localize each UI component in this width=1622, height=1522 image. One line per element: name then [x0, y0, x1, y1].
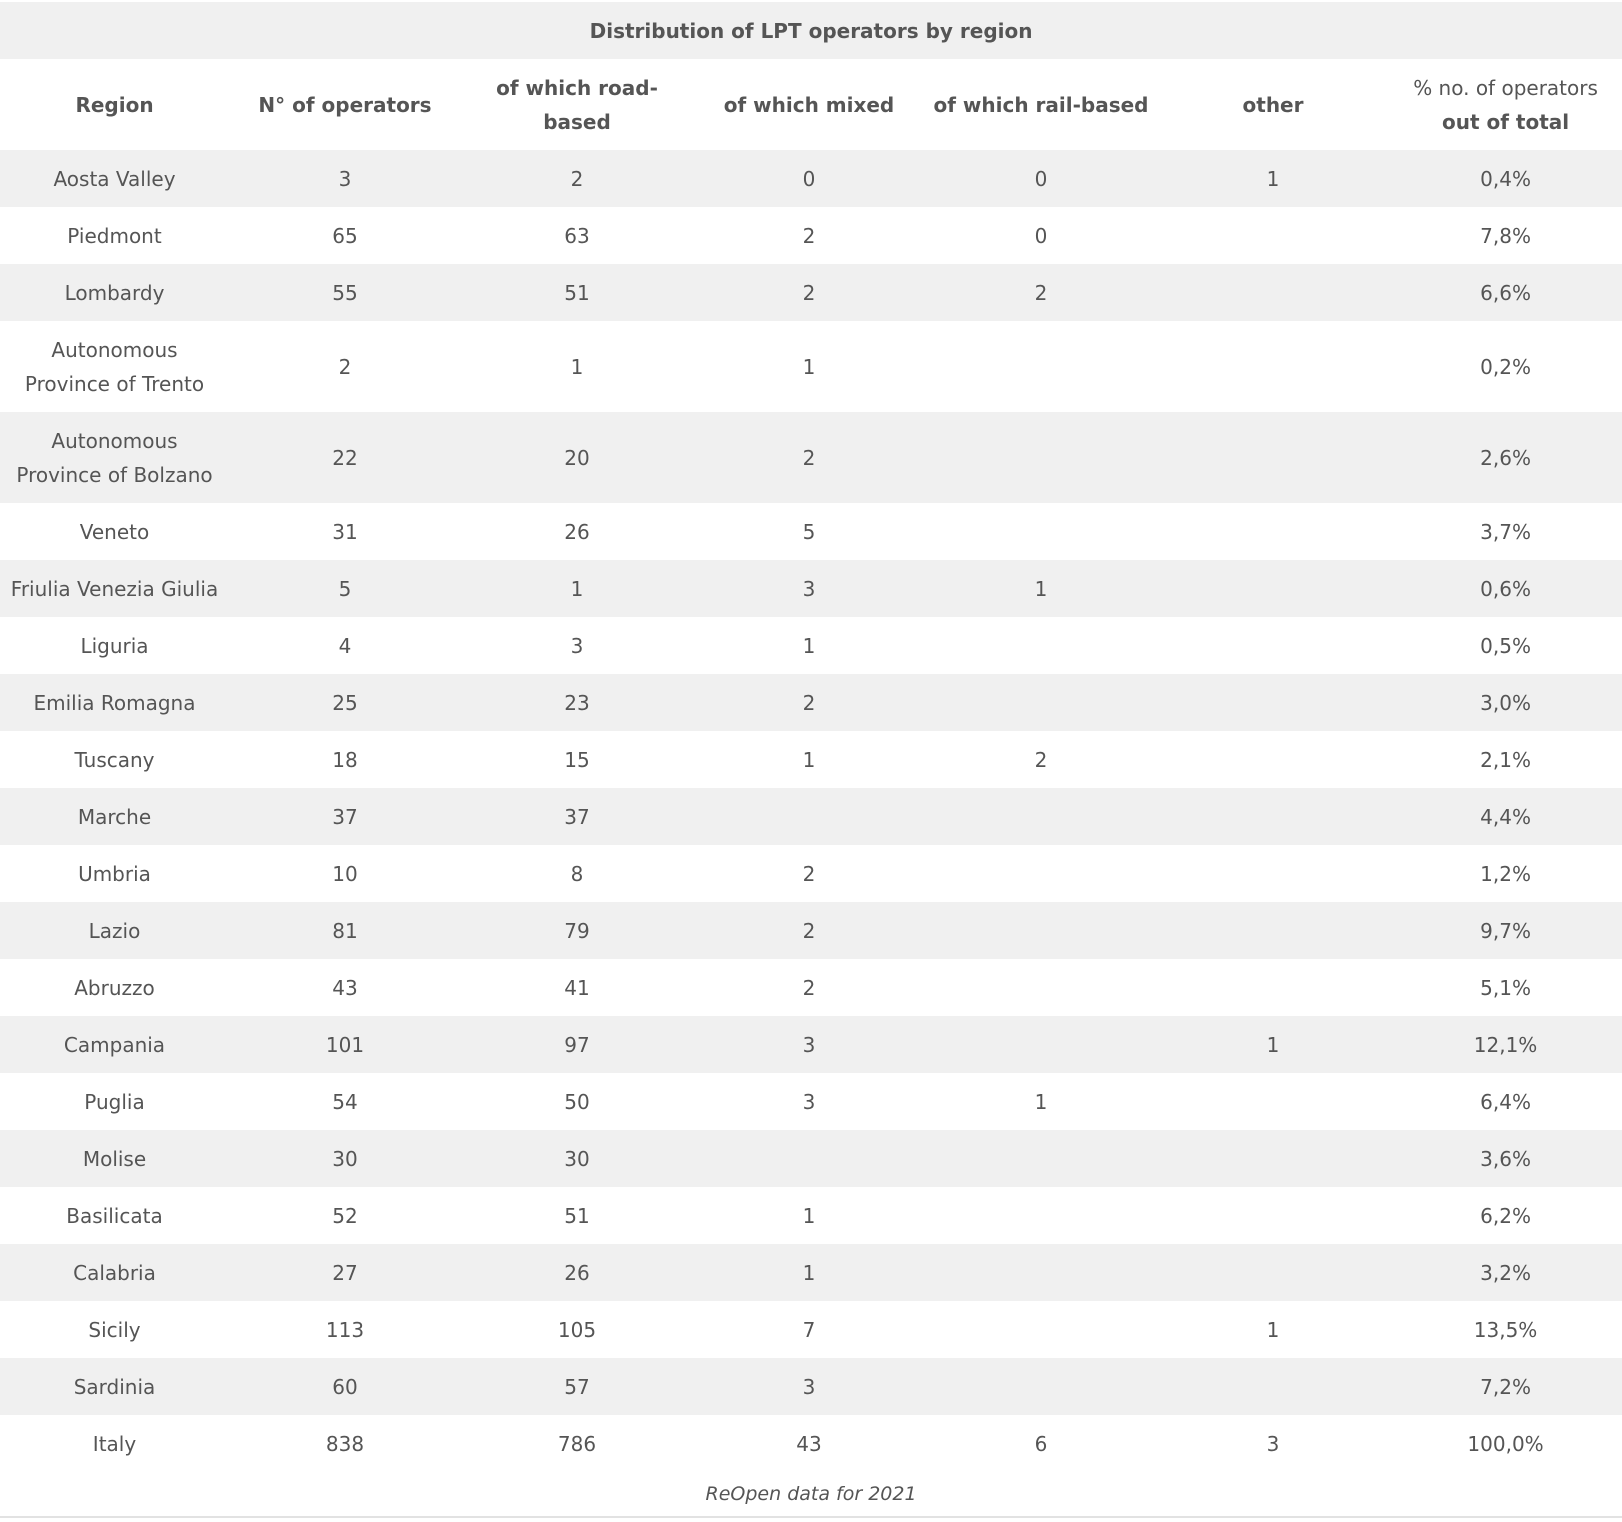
cell-other	[1157, 412, 1389, 503]
cell-region: Aosta Valley	[0, 150, 229, 207]
cell-percent: 6,2%	[1389, 1187, 1622, 1244]
header-percent-line1: % no. of operators	[1413, 75, 1598, 100]
cell-mixed: 1	[693, 617, 925, 674]
cell-rail-based	[925, 959, 1157, 1016]
cell-operators: 25	[229, 674, 461, 731]
cell-mixed: 1	[693, 321, 925, 412]
cell-percent: 3,0%	[1389, 674, 1622, 731]
cell-operators: 31	[229, 503, 461, 560]
cell-operators: 55	[229, 264, 461, 321]
cell-operators: 2	[229, 321, 461, 412]
cell-rail-based	[925, 674, 1157, 731]
table-row	[0, 1016, 1622, 1073]
cell-region: Liguria	[0, 617, 229, 674]
table-row	[0, 617, 1622, 674]
cell-mixed: 2	[693, 674, 925, 731]
cell-rail-based	[925, 902, 1157, 959]
cell-rail-based	[925, 788, 1157, 845]
cell-operators: 838	[229, 1415, 461, 1472]
cell-mixed: 3	[693, 1016, 925, 1073]
cell-rail-based	[925, 321, 1157, 412]
cell-road-based: 50	[461, 1073, 693, 1130]
cell-road-based: 1	[461, 560, 693, 617]
cell-road-based: 51	[461, 1187, 693, 1244]
cell-road-based: 79	[461, 902, 693, 959]
table-row	[0, 321, 1622, 412]
cell-other	[1157, 1244, 1389, 1301]
cell-operators: 3	[229, 150, 461, 207]
cell-percent: 3,6%	[1389, 1130, 1622, 1187]
cell-region: Basilicata	[0, 1187, 229, 1244]
cell-rail-based	[925, 1130, 1157, 1187]
header-region: Region	[0, 59, 229, 150]
table-row	[0, 207, 1622, 264]
cell-other	[1157, 845, 1389, 902]
cell-percent: 9,7%	[1389, 902, 1622, 959]
header-rail-based: of which rail-based	[925, 59, 1157, 150]
cell-other	[1157, 321, 1389, 412]
cell-road-based: 41	[461, 959, 693, 1016]
table-row	[0, 150, 1622, 207]
cell-rail-based: 0	[925, 150, 1157, 207]
cell-percent: 0,4%	[1389, 150, 1622, 207]
cell-mixed: 1	[693, 731, 925, 788]
cell-operators: 37	[229, 788, 461, 845]
cell-region: Sicily	[0, 1301, 229, 1358]
cell-road-based: 57	[461, 1358, 693, 1415]
cell-mixed: 2	[693, 412, 925, 503]
cell-mixed: 2	[693, 207, 925, 264]
cell-operators: 10	[229, 845, 461, 902]
table-title: Distribution of LPT operators by region	[0, 2, 1622, 59]
cell-rail-based: 2	[925, 264, 1157, 321]
cell-other	[1157, 788, 1389, 845]
cell-operators: 81	[229, 902, 461, 959]
cell-road-based: 20	[461, 412, 693, 503]
cell-region: Puglia	[0, 1073, 229, 1130]
cell-mixed: 3	[693, 1358, 925, 1415]
cell-road-based: 26	[461, 1244, 693, 1301]
table-row	[0, 264, 1622, 321]
cell-percent: 7,8%	[1389, 207, 1622, 264]
cell-mixed: 3	[693, 560, 925, 617]
cell-mixed: 43	[693, 1415, 925, 1472]
cell-rail-based	[925, 1244, 1157, 1301]
cell-percent: 2,1%	[1389, 731, 1622, 788]
cell-rail-based: 2	[925, 731, 1157, 788]
table-row	[0, 1301, 1622, 1358]
cell-region: Umbria	[0, 845, 229, 902]
table-row	[0, 959, 1622, 1016]
cell-road-based: 786	[461, 1415, 693, 1472]
cell-other	[1157, 560, 1389, 617]
cell-other	[1157, 503, 1389, 560]
cell-other: 1	[1157, 150, 1389, 207]
cell-rail-based	[925, 1358, 1157, 1415]
cell-percent: 2,6%	[1389, 412, 1622, 503]
cell-other	[1157, 207, 1389, 264]
cell-road-based: 30	[461, 1130, 693, 1187]
cell-region: Tuscany	[0, 731, 229, 788]
cell-other: 1	[1157, 1301, 1389, 1358]
cell-other	[1157, 902, 1389, 959]
table-row	[0, 1187, 1622, 1244]
cell-rail-based: 1	[925, 560, 1157, 617]
cell-other	[1157, 1130, 1389, 1187]
cell-operators: 27	[229, 1244, 461, 1301]
cell-rail-based	[925, 845, 1157, 902]
header-other: other	[1157, 59, 1389, 150]
cell-operators: 22	[229, 412, 461, 503]
cell-road-based: 105	[461, 1301, 693, 1358]
cell-road-based: 51	[461, 264, 693, 321]
cell-percent: 0,2%	[1389, 321, 1622, 412]
cell-rail-based: 0	[925, 207, 1157, 264]
table-row	[0, 788, 1622, 845]
header-percent	[1389, 59, 1622, 150]
cell-other	[1157, 264, 1389, 321]
cell-percent: 1,2%	[1389, 845, 1622, 902]
cell-operators: 52	[229, 1187, 461, 1244]
cell-percent: 100,0%	[1389, 1415, 1622, 1472]
cell-operators: 113	[229, 1301, 461, 1358]
cell-percent: 12,1%	[1389, 1016, 1622, 1073]
source-note: ReOpen data for 2021	[0, 1472, 1622, 1517]
cell-rail-based	[925, 1187, 1157, 1244]
cell-other	[1157, 617, 1389, 674]
operators-table	[0, 2, 1622, 1518]
cell-operators: 65	[229, 207, 461, 264]
cell-region: Italy	[0, 1415, 229, 1472]
cell-operators: 43	[229, 959, 461, 1016]
table-row	[0, 1358, 1622, 1415]
cell-percent: 3,2%	[1389, 1244, 1622, 1301]
table-row	[0, 1130, 1622, 1187]
cell-percent: 6,4%	[1389, 1073, 1622, 1130]
cell-mixed: 5	[693, 503, 925, 560]
cell-region: Lombardy	[0, 264, 229, 321]
cell-percent: 5,1%	[1389, 959, 1622, 1016]
header-road-based: of which road-based	[461, 59, 693, 150]
cell-region: Friulia Venezia Giulia	[0, 560, 229, 617]
cell-region: Emilia Romagna	[0, 674, 229, 731]
table-title-row	[0, 2, 1622, 59]
cell-other: 1	[1157, 1016, 1389, 1073]
cell-percent: 4,4%	[1389, 788, 1622, 845]
table-row	[0, 902, 1622, 959]
cell-operators: 101	[229, 1016, 461, 1073]
table-row	[0, 1415, 1622, 1472]
table-row	[0, 1073, 1622, 1130]
cell-road-based: 2	[461, 150, 693, 207]
cell-mixed: 0	[693, 150, 925, 207]
table-row	[0, 412, 1622, 503]
cell-operators: 5	[229, 560, 461, 617]
cell-road-based: 23	[461, 674, 693, 731]
cell-rail-based	[925, 1301, 1157, 1358]
cell-region: Lazio	[0, 902, 229, 959]
cell-region: Veneto	[0, 503, 229, 560]
cell-mixed	[693, 788, 925, 845]
cell-mixed: 2	[693, 264, 925, 321]
header-row	[0, 59, 1622, 150]
cell-rail-based	[925, 412, 1157, 503]
cell-other	[1157, 1187, 1389, 1244]
cell-road-based: 3	[461, 617, 693, 674]
cell-other	[1157, 959, 1389, 1016]
table-row	[0, 674, 1622, 731]
cell-road-based: 97	[461, 1016, 693, 1073]
table-row	[0, 503, 1622, 560]
cell-region: Calabria	[0, 1244, 229, 1301]
cell-operators: 54	[229, 1073, 461, 1130]
cell-operators: 30	[229, 1130, 461, 1187]
cell-other: 3	[1157, 1415, 1389, 1472]
cell-percent: 3,7%	[1389, 503, 1622, 560]
cell-operators: 60	[229, 1358, 461, 1415]
header-percent-line2: out of total	[1441, 109, 1570, 134]
cell-mixed: 3	[693, 1073, 925, 1130]
cell-other	[1157, 674, 1389, 731]
cell-region: Molise	[0, 1130, 229, 1187]
table-row	[0, 560, 1622, 617]
table-row	[0, 845, 1622, 902]
cell-percent: 0,5%	[1389, 617, 1622, 674]
cell-operators: 4	[229, 617, 461, 674]
cell-region: Marche	[0, 788, 229, 845]
cell-region: Autonomous Province of Trento	[0, 321, 229, 412]
cell-rail-based	[925, 503, 1157, 560]
cell-percent: 7,2%	[1389, 1358, 1622, 1415]
cell-region: Sardinia	[0, 1358, 229, 1415]
cell-other	[1157, 731, 1389, 788]
header-operators: N° of operators	[229, 59, 461, 150]
cell-other	[1157, 1073, 1389, 1130]
cell-mixed: 7	[693, 1301, 925, 1358]
cell-road-based: 1	[461, 321, 693, 412]
cell-mixed: 2	[693, 959, 925, 1016]
cell-region: Autonomous Province of Bolzano	[0, 412, 229, 503]
cell-region: Campania	[0, 1016, 229, 1073]
cell-mixed: 1	[693, 1187, 925, 1244]
cell-percent: 6,6%	[1389, 264, 1622, 321]
cell-road-based: 8	[461, 845, 693, 902]
cell-road-based: 26	[461, 503, 693, 560]
cell-rail-based	[925, 617, 1157, 674]
cell-mixed: 1	[693, 1244, 925, 1301]
cell-road-based: 37	[461, 788, 693, 845]
cell-rail-based: 1	[925, 1073, 1157, 1130]
table-row	[0, 731, 1622, 788]
cell-rail-based: 6	[925, 1415, 1157, 1472]
source-row	[0, 1472, 1622, 1517]
table-body	[0, 150, 1622, 1472]
header-mixed: of which mixed	[693, 59, 925, 150]
cell-other	[1157, 1358, 1389, 1415]
cell-percent: 0,6%	[1389, 560, 1622, 617]
cell-mixed	[693, 1130, 925, 1187]
cell-operators: 18	[229, 731, 461, 788]
cell-region: Abruzzo	[0, 959, 229, 1016]
cell-road-based: 15	[461, 731, 693, 788]
cell-mixed: 2	[693, 845, 925, 902]
cell-mixed: 2	[693, 902, 925, 959]
table-row	[0, 1244, 1622, 1301]
cell-rail-based	[925, 1016, 1157, 1073]
cell-region: Piedmont	[0, 207, 229, 264]
cell-road-based: 63	[461, 207, 693, 264]
cell-percent: 13,5%	[1389, 1301, 1622, 1358]
